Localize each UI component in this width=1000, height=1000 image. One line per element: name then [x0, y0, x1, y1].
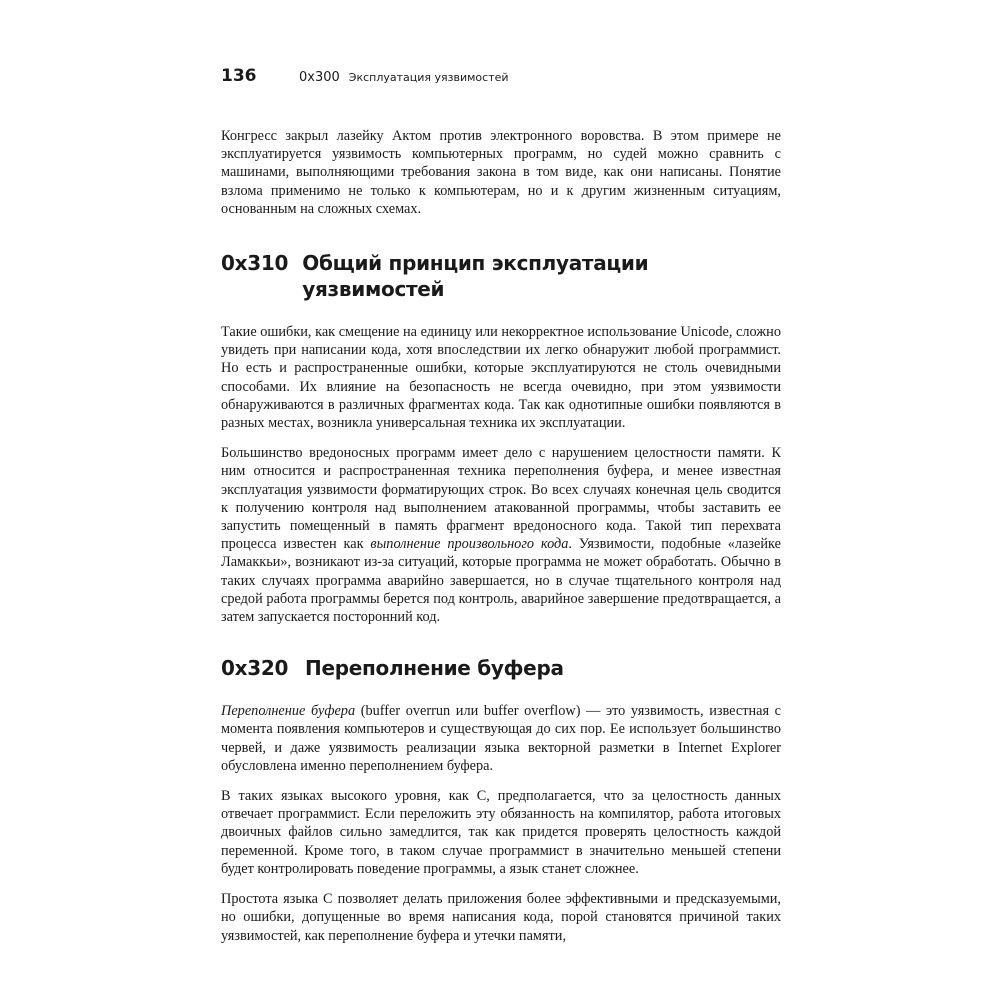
- section-code: 0x320: [221, 656, 289, 681]
- section-320-paragraph-3: Простота языка С позволяет делать приложения более эффективными и предсказуемыми, но ошибки, допущенные во время написания кода, порой становятся причиной таких уязвимостей, как переполнение буфера и утечки памяти,: [221, 891, 781, 944]
- chapter-code: 0x300: [299, 70, 340, 85]
- book-page: [221, 66, 781, 945]
- section-title: Общий принцип эксплуатации уязвимостей: [302, 251, 649, 302]
- running-header: [221, 66, 781, 96]
- paragraph-text: . Уязвимости, подобные «лазейке Ламаккьи», возникают из-за ситуаций, которые программа не может обработать. Обычно в таких случаях программа аварийно завершается, но в случае тщательного контроля над средой работа программы берется под контроль, аварийное завершение предотвращается, а затем запускается посторонний код.: [221, 536, 781, 626]
- section-code: 0x310: [221, 251, 289, 276]
- emphasized-term: Переполнение буфера: [221, 703, 356, 720]
- paragraph-text: (buffer overrun или buffer overflow) — это уязвимость, известная с момента появления компьютеров и существующая до сих пор. Ее использует большинство червей, и даже уязвимость реализации языка векторной разметки в Internet Explorer обусловлена именно переполнением буфера.: [221, 703, 781, 774]
- section-320-paragraph-2: В таких языках высокого уровня, как С, предполагается, что за целостность данных отвечает программист. Если переложить эту обязанность на компилятор, работа итоговых двоичных файлов сильно замедлится, так как придется проверять целостность каждой переменной. Кроме того, в таком случае программист в значительно меньшей степени будет контролировать поведение программы, а язык станет сложнее.: [221, 788, 781, 877]
- page-number: 136: [221, 66, 257, 86]
- section-310-paragraph-2: [221, 444, 781, 626]
- section-title: Переполнение буфера: [305, 656, 564, 681]
- chapter-title: Эксплуатация уязвимостей: [348, 71, 509, 84]
- section-310-paragraph-1: Такие ошибки, как смещение на единицу или некорректное использование Unicode, сложно увидеть при написании кода, хотя впоследствии их легко обнаружит любой программист. Но есть и распространенные ошибки, которые эксплуатируются не столь очевидными способами. Их влияние на безопасность не всегда очевидно, при этом уязвимости обнаруживаются в различных фрагментах кода. Так как однотипные ошибки появляются в разных местах, возникла универсальная техника их эксплуатации.: [221, 324, 781, 432]
- section-320-paragraph-1: [221, 702, 781, 775]
- section-heading-0x320: [221, 655, 781, 681]
- section-heading-0x310: [221, 250, 781, 302]
- paragraph-text: Большинство вредоносных программ имеет дело с нарушением целостности памяти. К ним относится и распространенная техника переполнения буфера, и менее известная эксплуатация уязвимости форматирующих строк. Во всех случаях конечная цель сводится к получению контроля над выполнением атакованной программы, чтобы заставить ее запустить помещенный в память фрагмент вредоносного кода. Такой тип перехвата процесса известен как: [221, 445, 781, 553]
- intro-paragraph: Конгресс закрыл лазейку Актом против электронного воровства. В этом примере не эксплуатируется уязвимость компьютерных программ, но судей можно сравнить с машинами, выполняющими требования закона в том виде, как они написаны. Понятие взлома применимо не только к компьютерам, но и к другим жизненным ситуациям, основанным на сложных схемах.: [221, 128, 781, 217]
- emphasized-term: выполнение произвольного кода: [370, 536, 569, 553]
